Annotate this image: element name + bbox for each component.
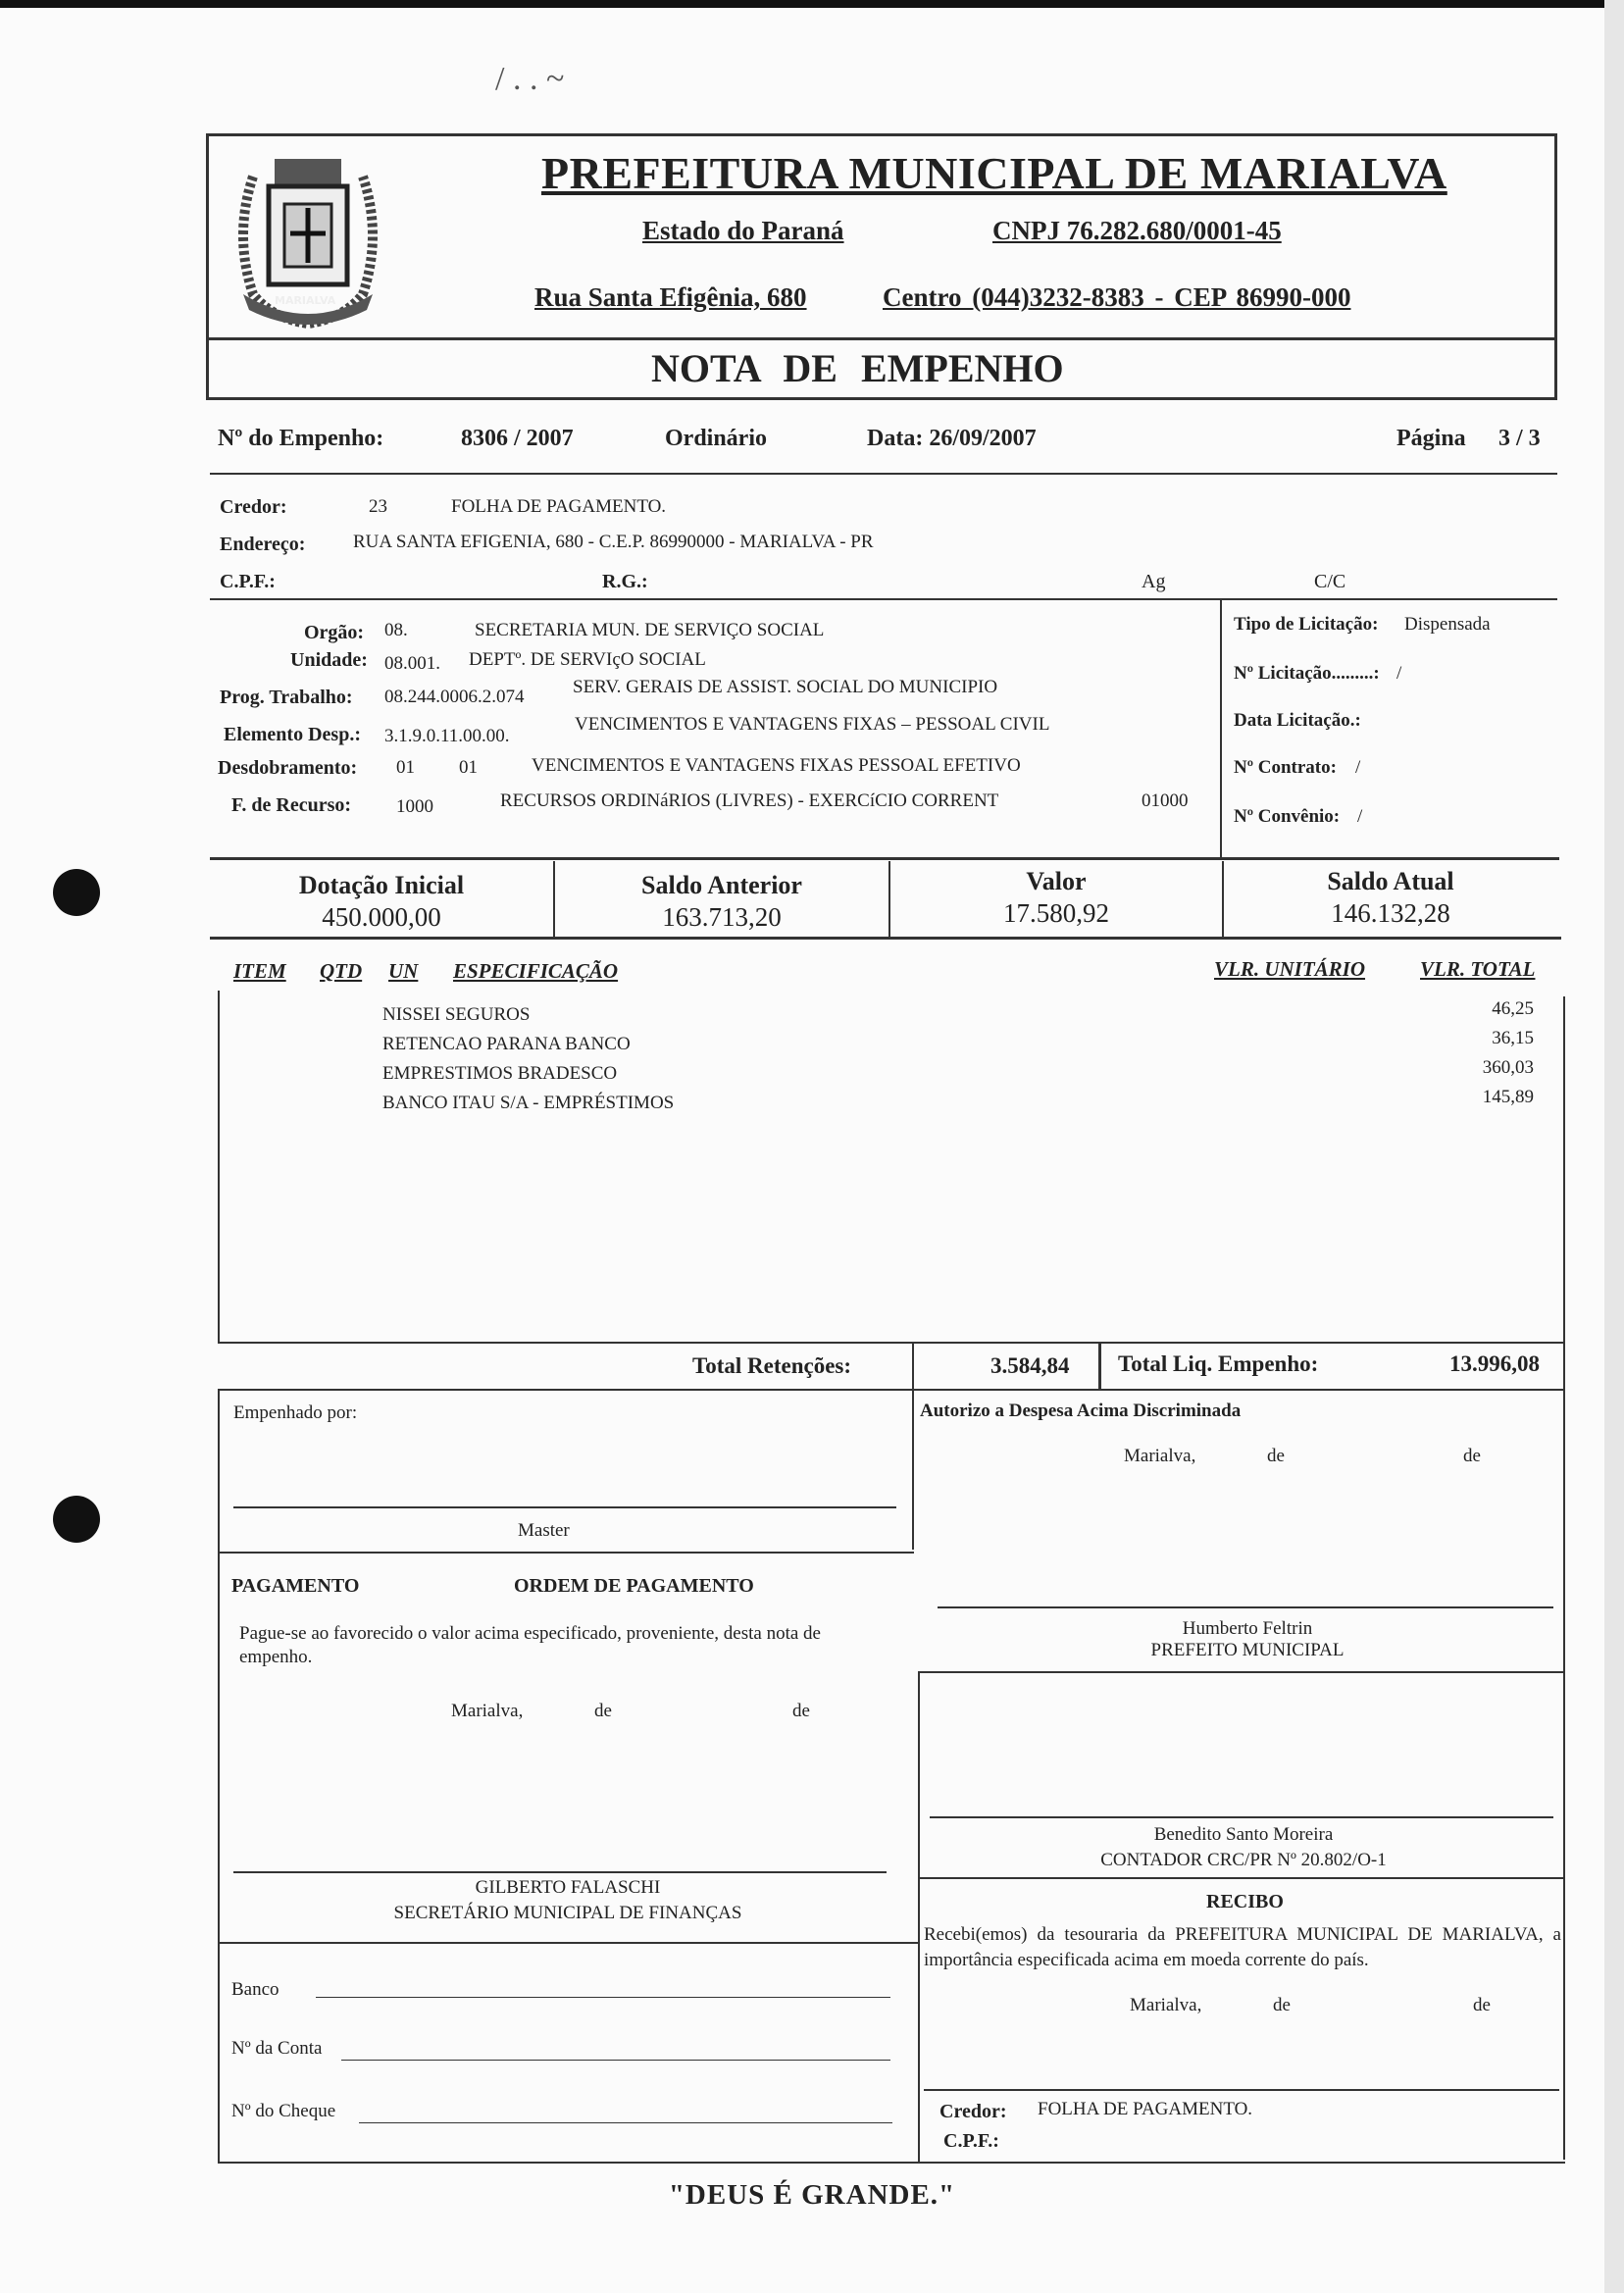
valor-label: Valor — [1026, 867, 1087, 895]
signature-line — [233, 1506, 896, 1508]
conta-label: Nº da Conta — [231, 2038, 323, 2059]
pagina-label: Página — [1396, 426, 1466, 451]
crest-label: MARIALVA — [275, 294, 336, 307]
pague-texto: Pague-se ao favorecido o valor acima especificado, proveniente, desta nota de empenho. — [239, 1623, 821, 1667]
prog-cod: 08.244.0006.2.074 — [384, 687, 525, 707]
vertical-divider — [218, 991, 220, 1344]
banco-field-line — [316, 1997, 890, 1998]
endereco-label: Endereço: — [220, 534, 306, 555]
contador-cargo: CONTADOR CRC/PR Nº 20.802/O-1 — [1100, 1850, 1387, 1870]
header-divider — [208, 337, 1555, 340]
local-2: Marialva, — [451, 1701, 524, 1721]
saldo-anterior-label: Saldo Anterior — [641, 871, 802, 899]
de-4: de — [792, 1701, 810, 1721]
prefeito-nome: Humberto Feltrin — [1182, 1618, 1313, 1639]
divider — [918, 1877, 1565, 1879]
divider — [218, 1389, 1565, 1391]
elemento: VENCIMENTOS E VANTAGENS FIXAS – PESSOAL CIVIL — [575, 714, 1050, 735]
total-liq-label: Total Liq. Empenho: — [1118, 1351, 1319, 1376]
endereco-prefeitura: Rua Santa Efigênia, 680 — [534, 282, 807, 312]
recibo-cpf-label: C.P.F.: — [943, 2130, 999, 2152]
cnpj: CNPJ 76.282.680/0001-45 — [992, 216, 1282, 245]
de-2: de — [1463, 1446, 1481, 1466]
dotacao-inicial-value: 450.000,00 — [322, 902, 441, 932]
recurso-cod: 1000 — [396, 796, 433, 817]
list-item-total: 46,25 — [1492, 998, 1534, 1019]
cc-label: C/C — [1314, 571, 1346, 592]
de-3: de — [594, 1701, 612, 1721]
convenio: / — [1357, 806, 1363, 827]
unidade-label: Unidade: — [290, 649, 368, 671]
vertical-divider — [1098, 1342, 1101, 1391]
autorizo: Autorizo a Despesa Acima Discriminada — [920, 1401, 1242, 1421]
unidade: DEPTº. DE SERVIçO SOCIAL — [469, 649, 706, 670]
pagina: 3 / 3 — [1498, 426, 1541, 451]
list-item-total: 145,89 — [1482, 1087, 1534, 1107]
orgao: SECRETARIA MUN. DE SERVIÇO SOCIAL — [475, 620, 825, 640]
empenho-tipo: Ordinário — [665, 426, 768, 451]
empenho-num-label: Nº do Empenho: — [218, 426, 384, 451]
banco-label: Banco — [231, 1979, 279, 2000]
vertical-divider — [1220, 600, 1222, 859]
vertical-divider — [1563, 996, 1565, 2160]
de-6: de — [1473, 1995, 1491, 2015]
scan-top-edge — [0, 0, 1624, 8]
elemento-label: Elemento Desp.: — [224, 724, 361, 745]
elemento-cod: 3.1.9.0.11.00.00. — [384, 726, 510, 746]
page-title: PREFEITURA MUNICIPAL DE MARIALVA — [541, 148, 1447, 198]
cheque-field-line — [359, 2122, 892, 2123]
num-licitacao: / — [1396, 663, 1402, 684]
recibo-credor-label: Credor: — [939, 2101, 1007, 2122]
recurso-label: F. de Recurso: — [231, 794, 352, 816]
de-1: de — [1267, 1446, 1285, 1466]
conta-field-line — [341, 2060, 890, 2061]
data-licitacao-label: Data Licitação.: — [1234, 710, 1361, 731]
doc-title: NOTA DE EMPENHO — [651, 346, 1064, 390]
contato-prefeitura: Centro (044)3232-8383 - CEP 86990-000 — [883, 282, 1351, 312]
desdobramento-label: Desdobramento: — [218, 757, 358, 779]
scribble: / . . ~ — [495, 61, 565, 97]
divider — [210, 473, 1557, 475]
recurso-cod2: 01000 — [1142, 790, 1189, 811]
secretario-nome: GILBERTO FALASCHI — [475, 1877, 661, 1898]
secretario-cargo: SECRETÁRIO MUNICIPAL DE FINANÇAS — [393, 1903, 742, 1923]
prog: SERV. GERAIS DE ASSIST. SOCIAL DO MUNICIPIO — [573, 677, 998, 697]
scan-right-edge — [1604, 0, 1624, 2293]
credor-label: Credor: — [220, 496, 287, 518]
convenio-label: Nº Convênio: — [1234, 806, 1341, 827]
desdobramento: VENCIMENTOS E VANTAGENS FIXAS PESSOAL EFETIVO — [532, 755, 1021, 776]
total-retencoes-label: Total Retenções: — [692, 1353, 852, 1378]
local-1: Marialva, — [1124, 1446, 1196, 1466]
tipo-licitacao: Dispensada — [1404, 614, 1491, 635]
list-item: EMPRESTIMOS BRADESCO — [382, 1063, 618, 1084]
divider — [218, 1552, 914, 1554]
orgao-cod: 08. — [384, 620, 408, 640]
list-item: RETENCAO PARANA BANCO — [382, 1034, 631, 1054]
dotacao-inicial-label: Dotação Inicial — [298, 871, 465, 899]
cheque-label: Nº do Cheque — [231, 2101, 336, 2121]
de-5: de — [1273, 1995, 1291, 2015]
saldo-atual-value: 146.132,28 — [1331, 898, 1450, 928]
empenho-data: Data: 26/09/2007 — [867, 426, 1037, 451]
recibo-texto: Recebi(emos) da tesouraria da PREFEITURA MUNICIPAL DE MARIALVA, a importância especificada acima em moeda corrente do país. — [924, 1924, 1561, 1970]
contrato-label: Nº Contrato: — [1234, 757, 1337, 778]
divider — [210, 857, 1559, 860]
list-item: NISSEI SEGUROS — [382, 1004, 531, 1025]
punch-hole — [53, 1496, 100, 1543]
divider — [218, 1342, 1565, 1344]
vertical-divider — [912, 1342, 914, 1391]
credor-nome: FOLHA DE PAGAMENTO. — [451, 496, 667, 517]
signature-line — [233, 1871, 887, 1873]
valor-value: 17.580,92 — [1003, 898, 1109, 928]
col-especificacao: ESPECIFICAÇÃO — [453, 959, 619, 983]
signature-line — [938, 1606, 1553, 1608]
credor-codigo: 23 — [369, 496, 387, 517]
footer-motto: "DEUS É GRANDE." — [668, 2179, 956, 2211]
divider — [210, 598, 1557, 600]
empenhado-label: Empenhado por: — [233, 1402, 358, 1423]
desd-cod1: 01 — [396, 757, 415, 778]
total-retencoes: 3.584,84 — [990, 1353, 1070, 1378]
unidade-cod: 08.001. — [384, 653, 440, 674]
master: Master — [518, 1520, 570, 1541]
rg-label: R.G.: — [602, 571, 648, 592]
total-liq: 13.996,08 — [1449, 1351, 1540, 1376]
divider — [218, 1942, 920, 1944]
pagamento: PAGAMENTO — [231, 1575, 360, 1597]
list-item-total: 360,03 — [1482, 1057, 1534, 1078]
num-licitacao-label: Nº Licitação.........: — [1234, 663, 1380, 684]
recurso: RECURSOS ORDINáRIOS (LIVRES) - EXERCíCIO CORRENT — [500, 790, 999, 811]
recibo: RECIBO — [1206, 1891, 1284, 1912]
vertical-divider — [218, 1391, 220, 2164]
empenho-num: 8306 / 2007 — [461, 426, 574, 451]
divider — [218, 2162, 1565, 2164]
tipo-licitacao-label: Tipo de Licitação: — [1234, 614, 1379, 635]
municipal-crest — [214, 147, 402, 333]
cpf-label: C.P.F.: — [220, 571, 276, 592]
divider — [918, 1671, 1565, 1673]
estado: Estado do Paraná — [642, 216, 844, 245]
punch-hole — [53, 869, 100, 916]
ag-label: Ag — [1142, 571, 1166, 592]
prog-label: Prog. Trabalho: — [220, 687, 353, 708]
vertical-divider — [912, 1391, 914, 1550]
local-3: Marialva, — [1130, 1995, 1202, 2015]
col-vlr-total: VLR. TOTAL — [1420, 957, 1536, 981]
list-item-total: 36,15 — [1492, 1028, 1534, 1048]
orgao-label: Orgão: — [304, 622, 365, 643]
credor-endereco: RUA SANTA EFIGENIA, 680 - C.E.P. 86990000 - MARIALVA - PR — [353, 532, 874, 552]
signature-line — [930, 1816, 1553, 1818]
saldo-atual-label: Saldo Atual — [1327, 867, 1454, 895]
contador-nome: Benedito Santo Moreira — [1153, 1824, 1334, 1845]
desd-cod2: 01 — [459, 757, 478, 778]
list-item: BANCO ITAU S/A - EMPRÉSTIMOS — [382, 1093, 675, 1113]
ordem-pagamento: ORDEM DE PAGAMENTO — [514, 1575, 754, 1597]
saldo-anterior-value: 163.713,20 — [662, 902, 782, 932]
prefeito-cargo: PREFEITO MUNICIPAL — [1150, 1640, 1345, 1660]
col-item: ITEM — [233, 959, 286, 983]
col-qtd: QTD — [320, 959, 363, 983]
signature-line — [924, 2089, 1559, 2091]
vertical-divider — [918, 1671, 920, 2164]
col-un: UN — [388, 959, 419, 983]
col-vlr-unitario: VLR. UNITÁRIO — [1214, 957, 1366, 981]
contrato: / — [1355, 757, 1361, 778]
recibo-credor: FOLHA DE PAGAMENTO. — [1038, 2099, 1253, 2119]
